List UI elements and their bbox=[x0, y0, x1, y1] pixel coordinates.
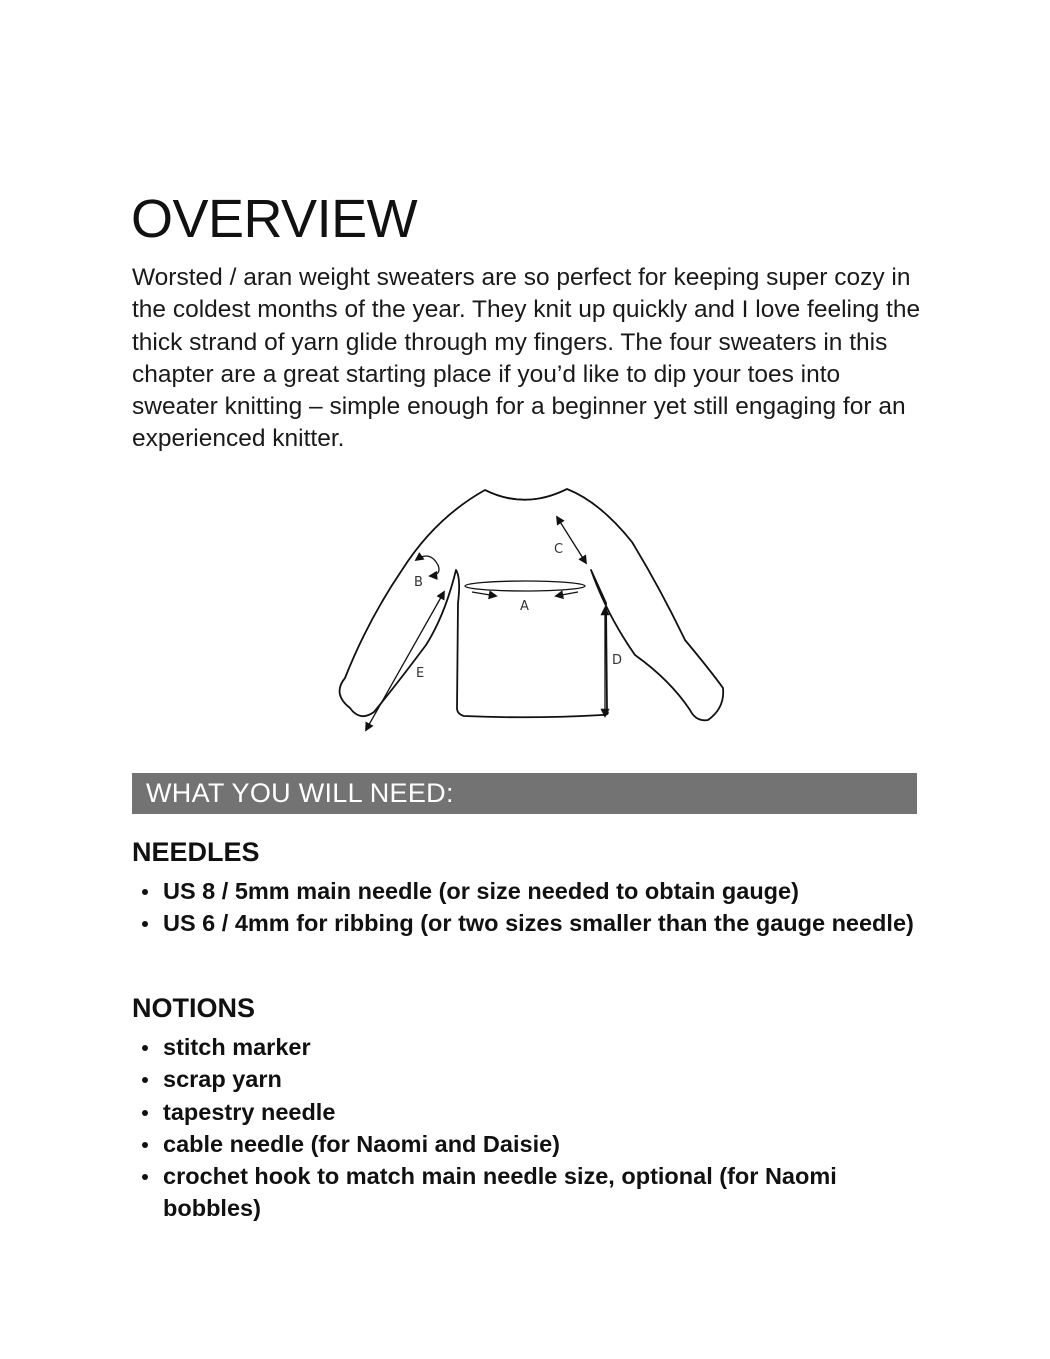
notion-item-crochet-hook: crochet hook to match main needle size, optional (for Naomi bobbles) bbox=[132, 1160, 922, 1225]
measure-a-arrow-right bbox=[556, 592, 578, 596]
measure-label-b: B bbox=[414, 575, 423, 590]
needle-item-ribbing: US 6 / 4mm for ribbing (or two sizes smaller than the gauge needle) bbox=[132, 907, 922, 939]
notions-list bbox=[132, 1031, 922, 1225]
notion-item-tapestry-needle: tapestry needle bbox=[132, 1096, 922, 1128]
measure-label-c: C bbox=[554, 542, 564, 557]
measure-b-arc bbox=[416, 556, 439, 576]
notions-section bbox=[132, 990, 922, 1225]
page-title: OVERVIEW bbox=[131, 189, 418, 249]
notion-item-cable-needle: cable needle (for Naomi and Daisie) bbox=[132, 1128, 922, 1160]
needles-section bbox=[132, 834, 922, 940]
measure-a-arrow-left bbox=[472, 592, 496, 596]
sweater-outline bbox=[340, 489, 724, 720]
measure-label-d: D bbox=[612, 653, 623, 668]
measure-label-e: E bbox=[416, 666, 425, 681]
neckline bbox=[485, 489, 567, 500]
measure-e-line bbox=[366, 592, 444, 730]
needle-item-main: US 8 / 5mm main needle (or size needed to obtain gauge) bbox=[132, 875, 922, 907]
sweater-schematic bbox=[320, 480, 740, 740]
measure-label-a: A bbox=[520, 599, 529, 614]
notion-item-stitch-marker: stitch marker bbox=[132, 1031, 922, 1063]
notion-item-scrap-yarn: scrap yarn bbox=[132, 1063, 922, 1095]
notions-heading: NOTIONS bbox=[132, 993, 256, 1023]
what-you-will-need-banner: WHAT YOU WILL NEED: bbox=[132, 773, 917, 814]
needles-list bbox=[132, 875, 922, 940]
intro-paragraph: Worsted / aran weight sweaters are so perfect for keeping super cozy in the coldest months of the year. They knit up quickly and I love feeling the thick strand of yarn glide through my fingers. The four sweaters in this chapter are a great starting place if you’d like to dip your toes into sweater knitting – simple enough for a beginner yet still engaging for an experienced knitter. bbox=[132, 264, 921, 453]
needles-heading: NEEDLES bbox=[132, 837, 260, 867]
measure-a-ellipse bbox=[465, 581, 585, 591]
